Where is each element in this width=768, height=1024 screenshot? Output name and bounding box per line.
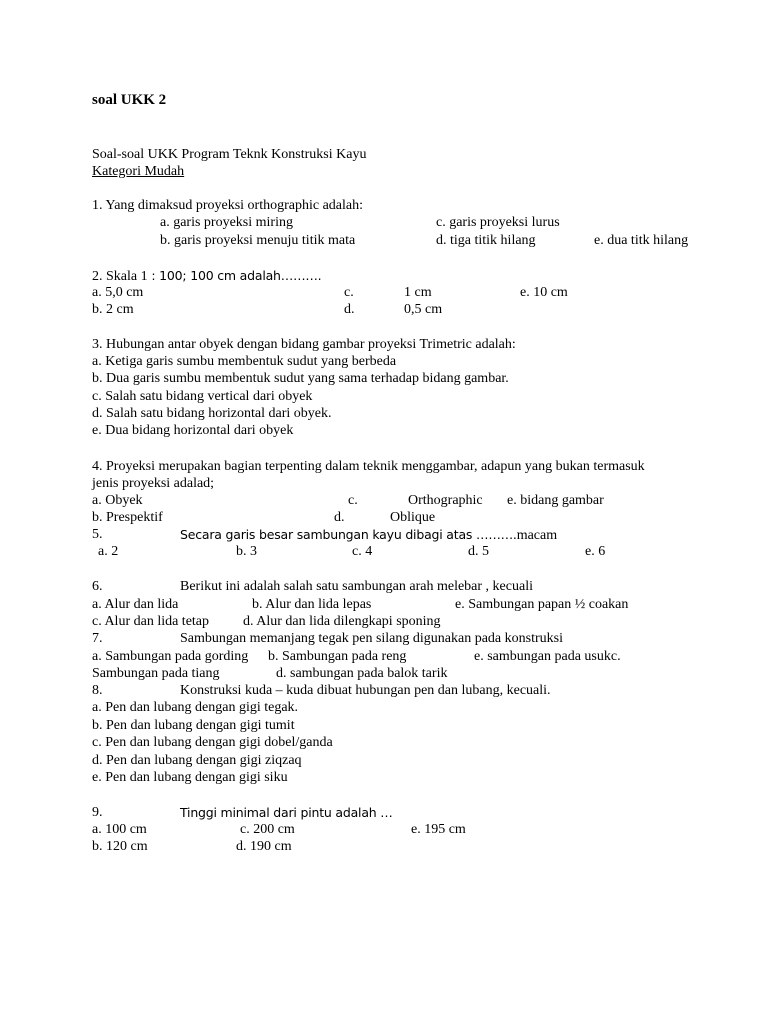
q8-option-b: b. Pen dan lubang dengan gigi tumit — [92, 718, 295, 733]
q4-option-c-value: Orthographic — [408, 493, 483, 508]
q6-number: 6. — [92, 579, 103, 594]
q6-option-e: e. Sambungan papan ½ coakan — [455, 597, 629, 612]
q1-option-e: e. dua titk hilang — [594, 233, 689, 248]
q3-option-b: b. Dua garis sumbu membentuk sudut yang sama terhadap bidang gambar. — [92, 371, 509, 386]
category-heading: Kategori Mudah — [92, 164, 185, 179]
q7-option-d: d. sambungan pada balok tarik — [276, 666, 448, 681]
q8-option-d: d. Pen dan lubang dengan gigi ziqzaq — [92, 753, 302, 768]
document-title: soal UKK 2 — [92, 92, 167, 108]
q5-option-c: c. 4 — [352, 544, 373, 559]
q6-option-a: a. Alur dan lida — [92, 597, 179, 612]
q9-option-b: b. 120 cm — [92, 839, 148, 854]
q2-option-c-value: 1 cm — [404, 285, 432, 300]
question-3: 3. Hubungan antar obyek dengan bidang gambar proyeksi Trimetric adalah: — [92, 337, 516, 352]
q9-option-d: d. 190 cm — [236, 839, 292, 854]
q9-option-a: a. 100 cm — [92, 822, 147, 837]
question-6: Berikut ini adalah salah satu sambungan arah melebar , kecuali — [180, 579, 533, 594]
q3-option-a: a. Ketiga garis sumbu membentuk sudut yang berbeda — [92, 354, 397, 369]
q7-option-c: Sambungan pada tiang — [92, 666, 220, 681]
q2-text: : 100; 100 cm adalah………. — [147, 268, 322, 283]
q7-option-b: b. Sambungan pada reng — [268, 649, 407, 664]
q4-option-c-label: c. — [348, 493, 358, 508]
question-8: Konstruksi kuda – kuda dibuat hubungan pen dan lubang, kecuali. — [180, 683, 551, 698]
q5-option-e: e. 6 — [585, 544, 606, 559]
question-2 — [92, 267, 321, 285]
question-9: Tinggi minimal dari pintu adalah … — [180, 805, 393, 820]
question-4-line-1: 4. Proyeksi merupakan bagian terpenting dalam teknik menggambar, adapun yang bukan termasuk — [92, 459, 645, 474]
q7-option-a: a. Sambungan pada gording — [92, 649, 249, 664]
q5-suffix: macam — [516, 528, 558, 543]
q4-option-d-label: d. — [334, 510, 345, 525]
q9-option-e: e. 195 cm — [411, 822, 466, 837]
q1-option-d: d. tiga titik hilang — [436, 233, 536, 248]
q1-option-a: a. garis proyeksi miring — [160, 215, 293, 230]
q5-text: Secara garis besar sambungan kayu dibagi atas ………. — [180, 527, 517, 542]
q4-option-a: a. Obyek — [92, 493, 143, 508]
q5-option-d: d. 5 — [468, 544, 489, 559]
document-subtitle: Soal-soal UKK Program Teknk Konstruksi Kayu — [92, 147, 367, 162]
q6-option-b: b. Alur dan lida lepas — [252, 597, 372, 612]
q7-option-e: e. sambungan pada usukc. — [474, 649, 621, 664]
question-7: Sambungan memanjang tegak pen silang digunakan pada konstruksi — [180, 631, 563, 646]
q8-option-e: e. Pen dan lubang dengan gigi siku — [92, 770, 288, 785]
q1-option-b: b. garis proyeksi menuju titik mata — [160, 233, 356, 248]
q2-option-b: b. 2 cm — [92, 302, 134, 317]
q6-option-c: c. Alur dan lida tetap — [92, 614, 210, 629]
q4-option-e: e. bidang gambar — [507, 493, 604, 508]
q4-option-b: b. Prespektif — [92, 510, 163, 525]
q8-number: 8. — [92, 683, 103, 698]
q9-number: 9. — [92, 805, 103, 820]
q2-option-d-label: d. — [344, 302, 355, 317]
question-5 — [180, 526, 557, 544]
question-4-line-2: jenis proyeksi adalad; — [92, 476, 215, 491]
q3-option-e: e. Dua bidang horizontal dari obyek — [92, 423, 294, 438]
q2-option-c-label: c. — [344, 285, 354, 300]
q3-option-c: c. Salah satu bidang vertical dari obyek — [92, 389, 313, 404]
q5-option-b: b. 3 — [236, 544, 257, 559]
q1-option-c: c. garis proyeksi lurus — [436, 215, 560, 230]
q2-option-d-value: 0,5 cm — [404, 302, 443, 317]
q2-option-e: e. 10 cm — [520, 285, 568, 300]
q7-number: 7. — [92, 631, 103, 646]
q6-option-d: d. Alur dan lida dilengkapi sponing — [243, 614, 441, 629]
q8-option-c: c. Pen dan lubang dengan gigi dobel/ganda — [92, 735, 333, 750]
q3-option-d: d. Salah satu bidang horizontal dari obyek. — [92, 406, 332, 421]
question-1: 1. Yang dimaksud proyeksi orthographic adalah: — [92, 198, 364, 213]
q2-option-a: a. 5,0 cm — [92, 285, 144, 300]
q5-option-a: a. 2 — [98, 544, 119, 559]
q8-option-a: a. Pen dan lubang dengan gigi tegak. — [92, 700, 299, 715]
q9-option-c: c. 200 cm — [240, 822, 295, 837]
q4-option-d-value: Oblique — [390, 510, 436, 525]
q2-number: 2. Skala 1 — [92, 269, 148, 284]
q5-number: 5. — [92, 527, 103, 542]
